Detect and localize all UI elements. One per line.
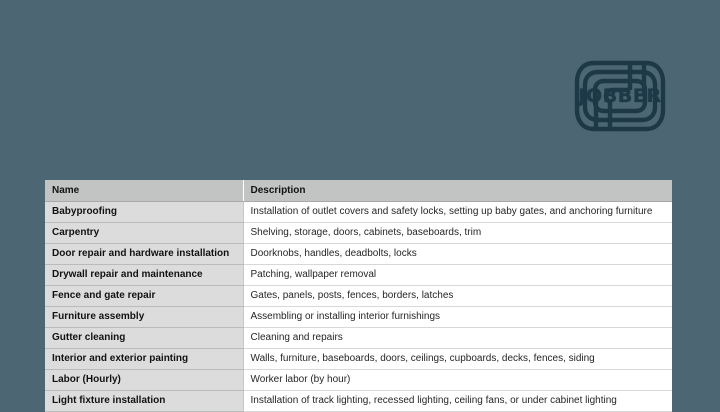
cell-service-description: Assembling or installing interior furnishings [243,307,672,328]
jobber-logo [574,54,666,138]
table-row [45,223,672,244]
table-row [45,349,672,370]
cell-service-description: Walls, furniture, baseboards, doors, ceilings, cupboards, decks, fences, siding [243,349,672,370]
cell-service-name: Fence and gate repair [45,286,243,307]
services-table-container [45,180,672,412]
table-row [45,328,672,349]
column-header-description: Description [243,180,672,202]
jobber-wordmark: JOBBER [578,85,662,107]
cell-service-name: Babyproofing [45,202,243,223]
cell-service-description: Worker labor (by hour) [243,370,672,391]
cell-service-description: Shelving, storage, doors, cabinets, baseboards, trim [243,223,672,244]
table-row [45,265,672,286]
table-header-row [45,180,672,202]
cell-service-description: Patching, wallpaper removal [243,265,672,286]
cell-service-description: Installation of track lighting, recessed lighting, ceiling fans, or under cabinet lighting [243,391,672,412]
table-row [45,307,672,328]
table-header [45,180,672,202]
table-row [45,202,672,223]
cell-service-name: Carpentry [45,223,243,244]
cell-service-description: Installation of outlet covers and safety locks, setting up baby gates, and anchoring furniture [243,202,672,223]
cell-service-description: Gates, panels, posts, fences, borders, latches [243,286,672,307]
table-row [45,244,672,265]
cell-service-name: Door repair and hardware installation [45,244,243,265]
cell-service-description: Cleaning and repairs [243,328,672,349]
table-body [45,202,672,412]
table-row [45,370,672,391]
table-row [45,391,672,412]
cell-service-name: Drywall repair and maintenance [45,265,243,286]
cell-service-name: Gutter cleaning [45,328,243,349]
services-table [45,180,672,412]
cell-service-name: Interior and exterior painting [45,349,243,370]
cell-service-description: Doorknobs, handles, deadbolts, locks [243,244,672,265]
cell-service-name: Labor (Hourly) [45,370,243,391]
cell-service-name: Light fixture installation [45,391,243,412]
cell-service-name: Furniture assembly [45,307,243,328]
table-row [45,286,672,307]
column-header-name: Name [45,180,243,202]
